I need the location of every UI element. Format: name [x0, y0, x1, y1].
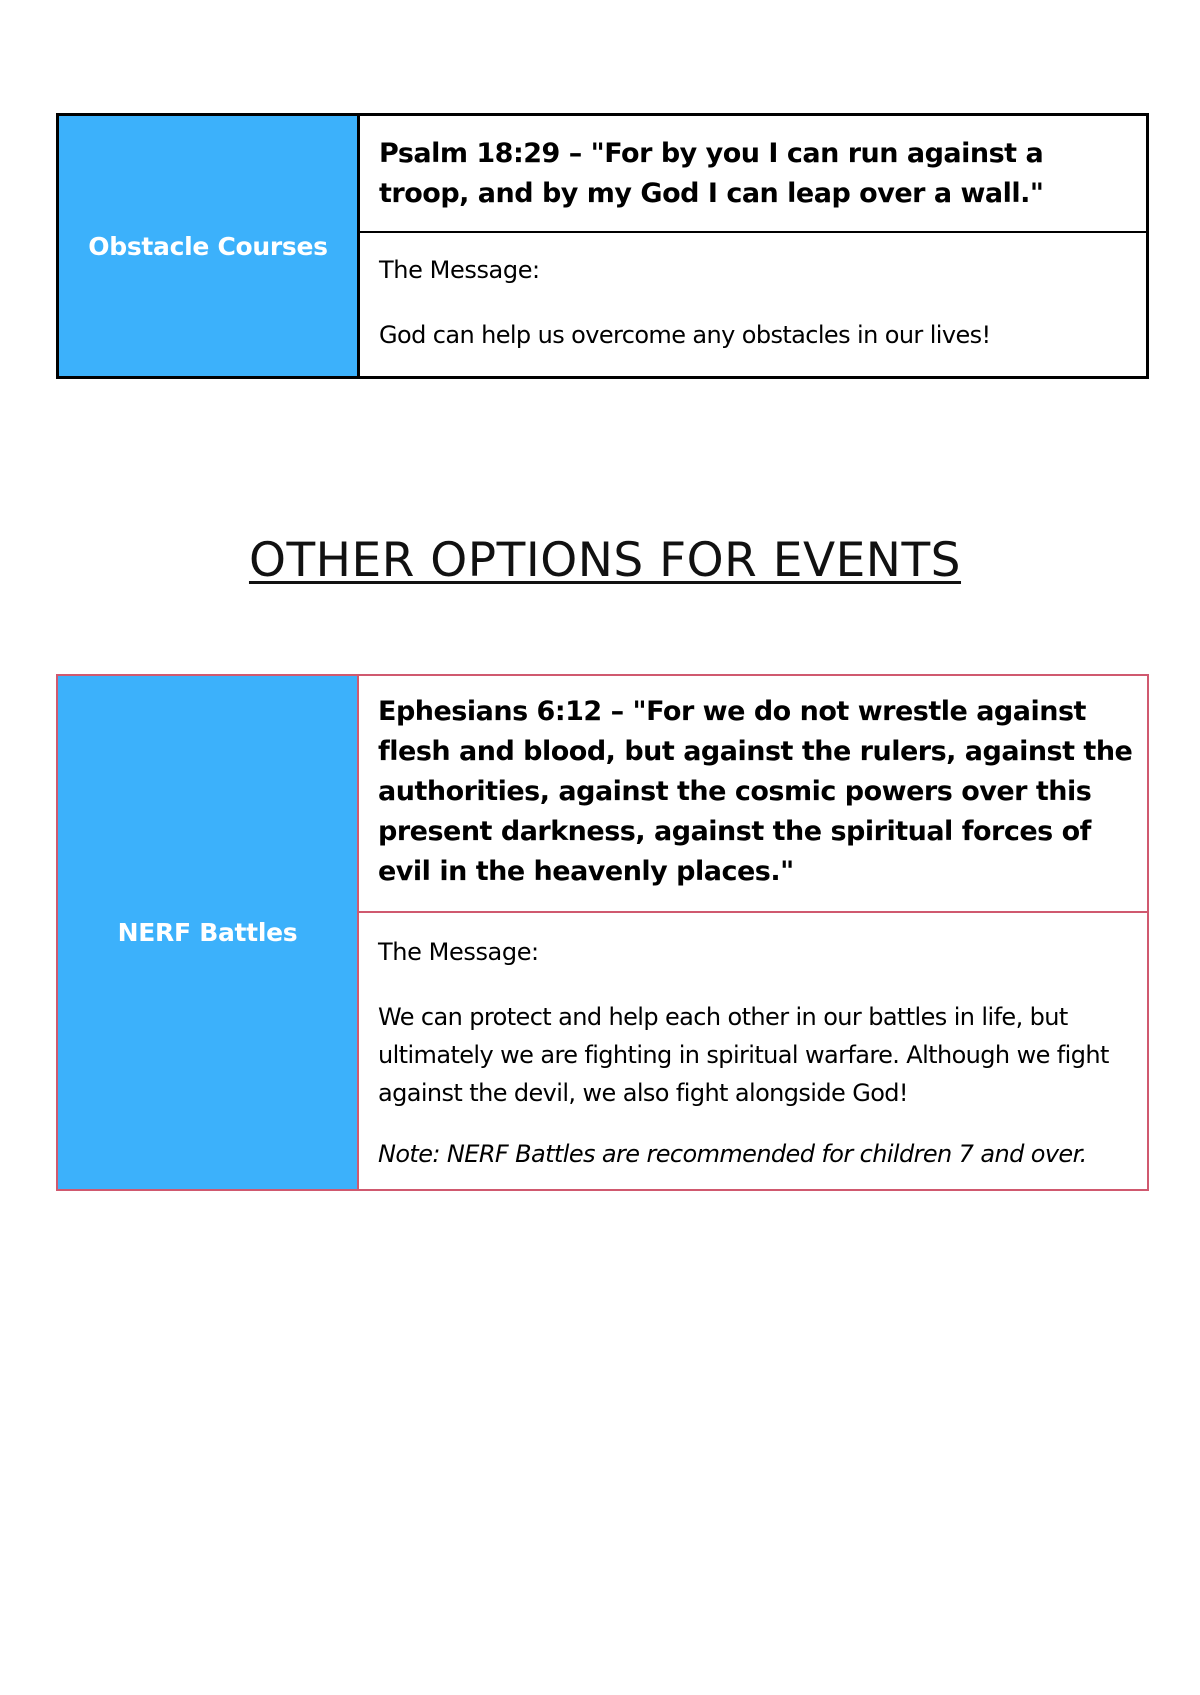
- section-heading: OTHER OPTIONS FOR EVENTS: [248, 533, 962, 588]
- verse-cell: [359, 676, 1147, 913]
- event-content-cell: [359, 676, 1147, 1189]
- message-body: We can protect and help each other in our battles in life, but ultimately we are fighting in spiritual warfare. Although we fight against the devil, we also fight alongside God!: [378, 1003, 1109, 1107]
- message-heading: The Message:: [379, 256, 540, 284]
- verse-cell: [360, 116, 1146, 233]
- message-body: God can help us overcome any obstacles in our lives!: [379, 321, 991, 349]
- message-cell: [359, 913, 1147, 1189]
- event-label: Obstacle Courses: [88, 231, 328, 261]
- message-cell: [360, 233, 1146, 376]
- event-table-obstacle-courses: [56, 113, 1149, 379]
- event-label-cell: [59, 116, 360, 376]
- bible-verse: Ephesians 6:12 – "For we do not wrestle against flesh and blood, but against the rulers, against the authorities, against the cosmic powers over this present darkness, against the spiritual forces of evil in the heavenly places.": [378, 696, 1133, 887]
- event-label: NERF Battles: [117, 918, 298, 947]
- bible-verse: Psalm 18:29 – "For by you I can run against a troop, and by my God I can leap over a wall.": [379, 138, 1044, 209]
- event-content-cell: [360, 116, 1146, 376]
- message-heading: The Message:: [378, 938, 539, 966]
- event-table-nerf-battles: [56, 674, 1149, 1191]
- age-note: Note: NERF Battles are recommended for children 7 and over.: [378, 1140, 1087, 1168]
- event-label-cell: [58, 676, 359, 1189]
